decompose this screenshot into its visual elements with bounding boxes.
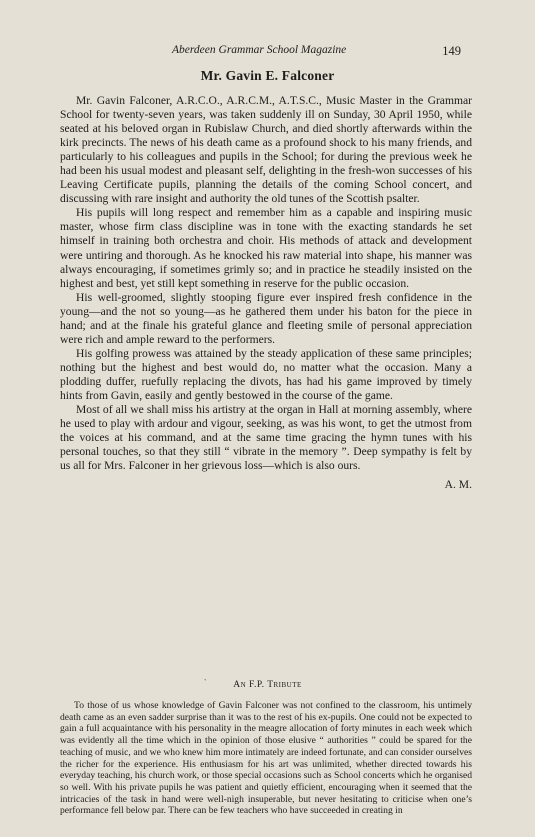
paragraph: His well-groomed, slightly stooping figure ever inspired fresh confidence in the young—and the not so young—as he gathered them under his baton for the piece in hand; and at the finale his grateful glance and fleeting smile of personal appreciation were rich and ample reward to the performers.	[60, 290, 472, 346]
paragraph: Mr. Gavin Falconer, A.R.C.O., A.R.C.M., A.T.S.C., Music Master in the Grammar School for twenty-seven years, was taken suddenly ill on Sunday, 30 April 1950, while seated at his beloved organ in Rubislaw Church, and died shortly afterwards within the kirk precincts. The news of his death came as a profound shock to his many friends, and particularly to his colleagues and pupils in the School; for during the previous week he had been his usual modest and pleasant self, delighting in the fresh-won successes of his Leaving Certificate pupils, planning the details of the coming School concert, and discussing with rare insight and authority the old tunes of the Scottish psalter.	[60, 94, 472, 206]
paragraph: His golfing prowess was attained by the steady application of these same principles; nothing but the highest and best would do, no matter what the occasion. Many a plodding duffer, ruefully replacing the divots, has had his game improved by timely hints from Gavin, easily and gently bestowed in the course of the game.	[60, 346, 472, 402]
tribute-heading	[0, 680, 535, 690]
article-body	[60, 94, 472, 492]
paragraph: His pupils will long respect and remember him as a capable and inspiring music master, whose firm class discipline was in tone with the exacting standards he set himself in training both orchestra and choir. His methods of attack and development were untiring and thorough. As he knocked his raw material into shape, his manner was always encouraging, if sometimes grimly so; and in practice he steadily insisted on the highest and best, yet still kept something in reserve for the public occasion.	[60, 206, 472, 290]
page-number: 149	[442, 44, 461, 58]
running-head-title: Aberdeen Grammar School Magazine	[172, 44, 347, 56]
tribute-paragraph: To those of us whose knowledge of Gavin Falconer was not confined to the classroom, his untimely death came as an even sadder surprise than it was to the rest of his ex-pupils. One could not be expected to gain a full acquaintance with his personality in the meagre allocation of forty minutes in each week which was evidently all the time which in the opinion of those elusive “ authorities ” could be spared for the teaching of music, and we who knew him more intimately are indeed fortunate, and can consider ourselves the richer for the experience. His enthusiasm for his art was unlimited, whether directed towards his everyday teaching, his church work, or those special occasions such as School concerts which he organised so well. With his private pupils he was patient and quietly efficient, encouraging when it seemed that the intricacies of the task in hand were well-nigh insuperable, but never hesitating to criticise when one’s performance fell below par. There can be few teachers who have succeeded in creating in	[60, 700, 472, 817]
tribute-heading-text: An F.P. Tribute	[233, 680, 302, 690]
printer-mark: `	[204, 678, 208, 687]
author-signature: A. M.	[444, 478, 472, 492]
article-title: Mr. Gavin E. Falconer	[200, 68, 335, 83]
tribute-body	[60, 700, 472, 817]
paragraph: Most of all we shall miss his artistry at the organ in Hall at morning assembly, where he used to play with ardour and vigour, seeking, as was his wont, to get the utmost from the voices at his command, and at the same time gracing the hymn tunes with his personal touches, so that they still “ vibrate in the memory ”. Deep sympathy is felt by us all for Mrs. Falconer in her grievous loss—which is also ours.	[60, 403, 472, 473]
running-head	[60, 44, 461, 58]
